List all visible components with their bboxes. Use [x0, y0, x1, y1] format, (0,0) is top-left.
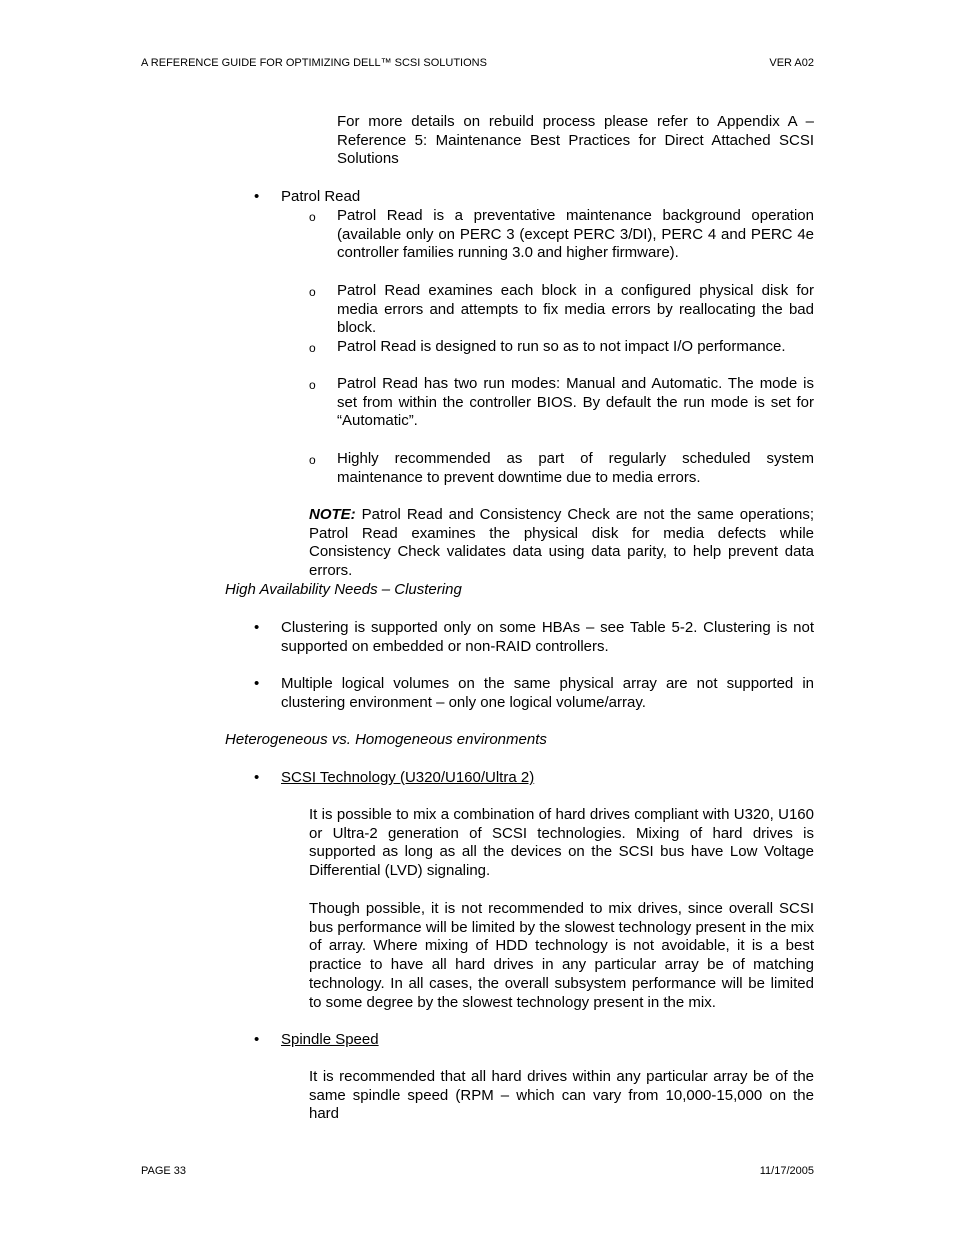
scsi-technology-title: SCSI Technology (U320/U160/Ultra 2) — [281, 769, 535, 786]
rebuild-reference: For more details on rebuild process please refer to Appendix A – Reference 5: Maintenance Best Practices for Direct Attached SCSI Solutions — [337, 113, 814, 168]
patrol-item: Patrol Read examines each block in a configured physical disk for media errors and attempts to fix media errors by reallocating the bad block. — [337, 282, 814, 337]
sub-bullet: o — [309, 341, 316, 355]
patrol-item: Patrol Read has two run modes: Manual and Automatic. The mode is set from within the controller BIOS. By default the run mode is set for “Automatic”. — [337, 375, 814, 430]
header-version: VER A02 — [769, 57, 814, 69]
page-number: PAGE 33 — [141, 1165, 187, 1177]
patrol-item: Patrol Read is designed to run so as to not impact I/O performance. — [337, 338, 786, 355]
bullet: • — [254, 675, 260, 692]
note-text: Patrol Read and Consistency Check are not the same operations; Patrol Read examines the physical disk for media defects while Consistency Check validates data using data parity, to help prevent data errors. — [309, 506, 815, 580]
scsi-paragraph: Though possible, it is not recommended to mix drives, since overall SCSI bus performance will be limited by the slowest technology present in the mix of array. Where mixing of HDD technology is not avoidable, it is a best practice to have all hard drives in any particular array be of matching technology. In all cases, the overall subsystem performance will be limited to some degree by the slowest technology present in the mix. — [309, 900, 814, 1011]
bullet: • — [254, 188, 260, 205]
sub-bullet: o — [309, 210, 316, 224]
patrol-note — [309, 506, 814, 581]
spindle-paragraph: It is recommended that all hard drives within any particular array be of the same spindle speed (RPM – which can vary from 10,000-15,000 on the hard — [309, 1068, 814, 1123]
header-title: A REFERENCE GUIDE FOR OPTIMIZING DELL™ SCSI SOLUTIONS — [141, 57, 487, 69]
patrol-item: Highly recommended as part of regularly scheduled system maintenance to prevent downtime due to media errors. — [337, 450, 814, 486]
bullet: • — [254, 1031, 260, 1048]
sub-bullet: o — [309, 285, 316, 299]
footer-date: 11/17/2005 — [759, 1165, 814, 1177]
sub-bullet: o — [309, 378, 316, 392]
spindle-speed-title: Spindle Speed — [281, 1031, 379, 1048]
patrol-item: Patrol Read is a preventative maintenance background operation (available only on PERC 3 (except PERC 3/DI), PERC 4 and PERC 4e controller families running 3.0 and higher firmware). — [337, 207, 814, 262]
hetero-heading: Heterogeneous vs. Homogeneous environments — [225, 731, 547, 748]
sub-bullet: o — [309, 453, 316, 467]
bullet: • — [254, 769, 260, 786]
note-label: NOTE: — [309, 506, 356, 523]
bullet: • — [254, 619, 260, 636]
clustering-item: Clustering is supported only on some HBAs – see Table 5-2. Clustering is not supported on embedded or non-RAID controllers. — [281, 619, 814, 655]
clustering-item: Multiple logical volumes on the same physical array are not supported in clustering environment – only one logical volume/array. — [281, 675, 814, 711]
patrol-read-title: Patrol Read — [281, 188, 361, 205]
scsi-paragraph: It is possible to mix a combination of hard drives compliant with U320, U160 or Ultra-2 generation of SCSI technologies. Mixing of hard drives is supported as long as all the devices on the SCSI bus have Low Voltage Differential (LVD) signaling. — [309, 806, 814, 880]
clustering-heading: High Availability Needs – Clustering — [225, 581, 462, 598]
